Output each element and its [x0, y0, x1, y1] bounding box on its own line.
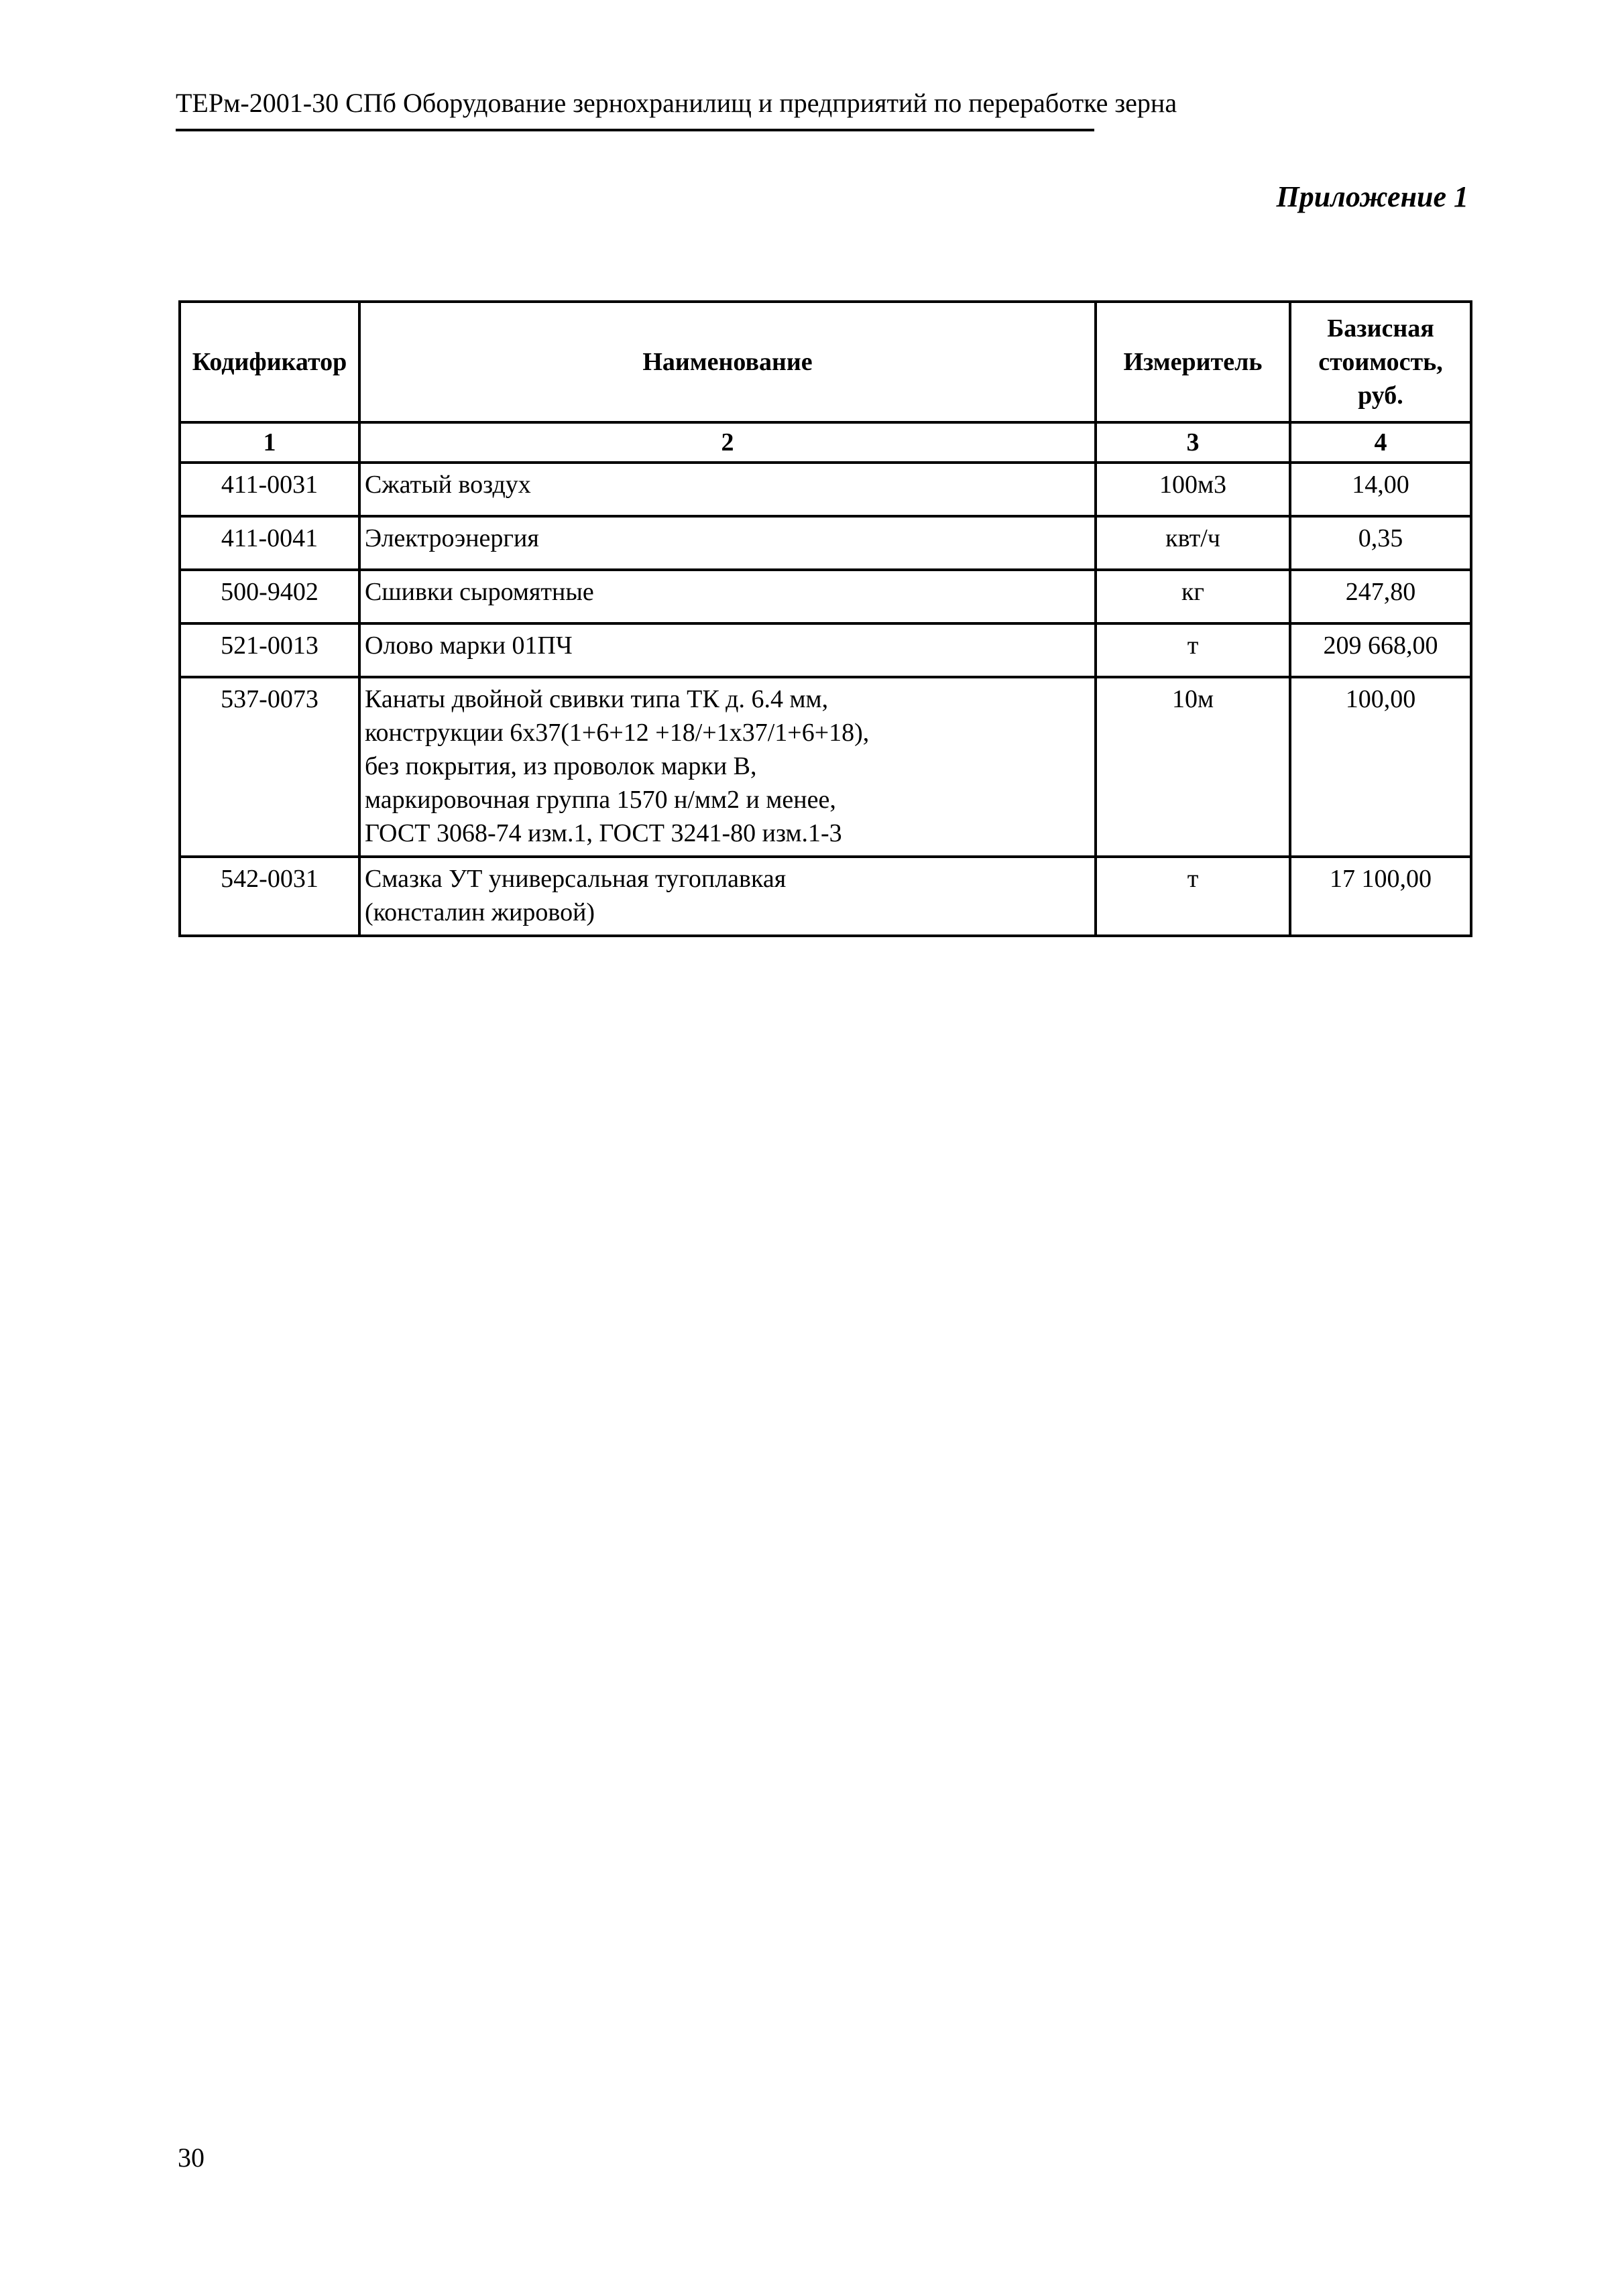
row-code: 542-0031: [180, 857, 359, 936]
header-name: Наименование: [359, 302, 1096, 422]
row-code: 500-9402: [180, 570, 359, 623]
row-price: 14,00: [1290, 463, 1471, 516]
column-number-row: [180, 422, 1471, 463]
column-number: 3: [1096, 422, 1290, 463]
row-name-line: ГОСТ 3068-74 изм.1, ГОСТ 3241-80 изм.1-3: [365, 819, 842, 847]
column-number: 1: [180, 422, 359, 463]
appendix-label: Приложение 1: [1276, 180, 1468, 213]
row-name: [359, 623, 1096, 677]
row-price: 100,00: [1290, 677, 1471, 857]
row-name: [359, 463, 1096, 516]
row-name: [359, 570, 1096, 623]
document-header-title: ТЕРм-2001-30 СПб Оборудование зернохранилищ и предприятий по переработке зерна: [176, 88, 1177, 118]
row-code: 411-0031: [180, 463, 359, 516]
header-rule: [176, 129, 1094, 131]
header-code: Кодификатор: [180, 302, 359, 422]
row-name: [359, 516, 1096, 570]
row-name-line: конструкции 6х37(1+6+12 +18/+1х37/1+6+18),: [365, 719, 870, 747]
row-unit: т: [1096, 623, 1290, 677]
row-code: 521-0013: [180, 623, 359, 677]
row-price: 209 668,00: [1290, 623, 1471, 677]
row-unit: квт/ч: [1096, 516, 1290, 570]
table-row: [180, 857, 1471, 936]
table-row: [180, 463, 1471, 516]
row-price: 247,80: [1290, 570, 1471, 623]
row-code: 411-0041: [180, 516, 359, 570]
row-name: [359, 857, 1096, 936]
row-price: 17 100,00: [1290, 857, 1471, 936]
row-name-line: Электроэнергия: [365, 524, 539, 552]
row-name-line: Олово марки 01ПЧ: [365, 631, 573, 660]
column-number: 2: [359, 422, 1096, 463]
row-unit: кг: [1096, 570, 1290, 623]
row-code: 537-0073: [180, 677, 359, 857]
row-name-line: Сжатый воздух: [365, 471, 531, 499]
column-number: 4: [1290, 422, 1471, 463]
row-name-line: маркировочная группа 1570 н/мм2 и менее,: [365, 786, 836, 814]
row-name: [359, 677, 1096, 857]
table-row: [180, 516, 1471, 570]
row-unit: т: [1096, 857, 1290, 936]
row-name-line: (консталин жировой): [365, 898, 595, 926]
row-name-line: Канаты двойной свивки типа ТК д. 6.4 мм,: [365, 685, 829, 713]
row-unit: 100м3: [1096, 463, 1290, 516]
pricing-table: [178, 300, 1472, 937]
row-price: 0,35: [1290, 516, 1471, 570]
table-header-row: [180, 302, 1471, 422]
header-price: Базисная стоимость, руб.: [1290, 302, 1471, 422]
page-number: 30: [178, 2142, 205, 2173]
table-row: [180, 570, 1471, 623]
row-name-line: Смазка УТ универсальная тугоплавкая: [365, 865, 787, 893]
row-unit: 10м: [1096, 677, 1290, 857]
table-row: [180, 677, 1471, 857]
table-row: [180, 623, 1471, 677]
header-unit: Измеритель: [1096, 302, 1290, 422]
row-name-line: без покрытия, из проволок марки В,: [365, 752, 757, 780]
row-name-line: Сшивки сыромятные: [365, 578, 594, 606]
